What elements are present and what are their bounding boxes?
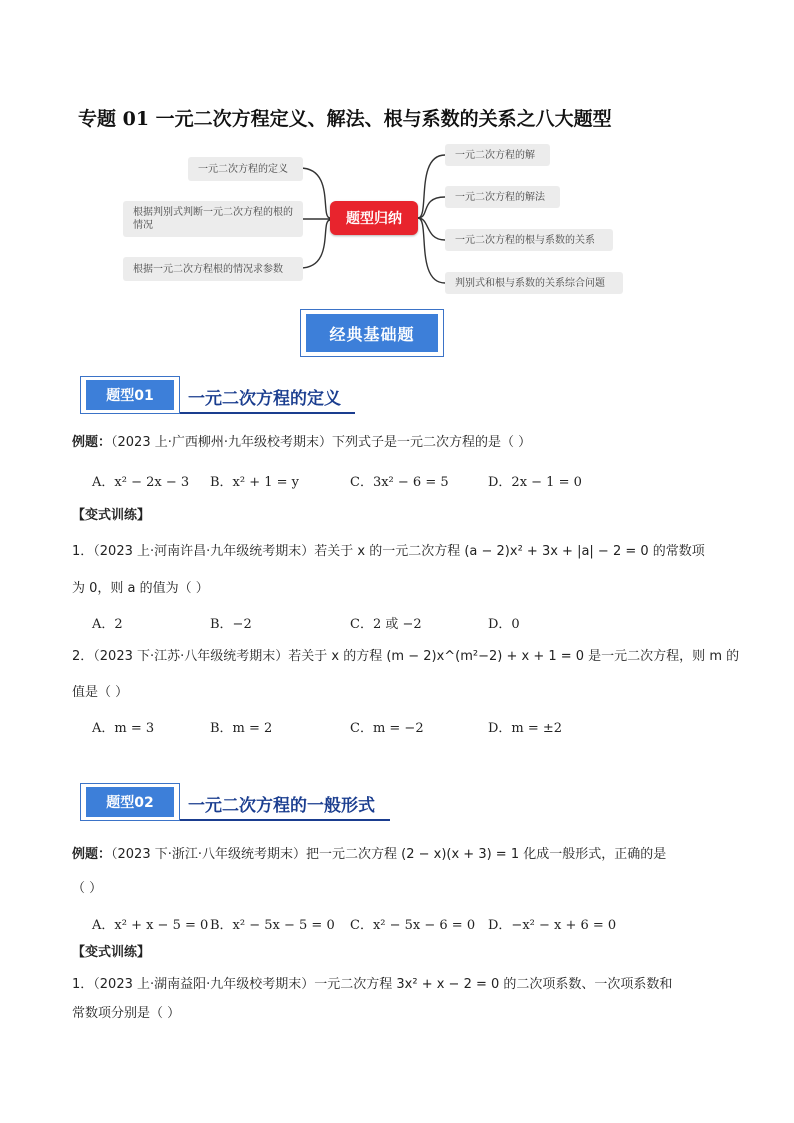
section-title-2: 一元二次方程的一般形式 — [188, 796, 375, 816]
practice-1-q1-line1: 1．（2023 上·河南许昌·九年级统考期末）若关于 x 的一元二次方程 (a − 2)x² + 3x + |a| − 2 = 0 的常数项 — [72, 544, 705, 559]
connector-right-4 — [418, 218, 445, 283]
example-2-option-b: B．x² − 5x − 5 = 0 — [210, 918, 335, 933]
mindmap-node-right-1: 一元二次方程的解 — [445, 144, 550, 166]
practice-label-1: 【变式训练】 — [72, 508, 151, 523]
practice-1-q1-line2: 为 0，则 a 的值为（ ） — [72, 581, 209, 596]
connector-left-3 — [300, 220, 330, 268]
mindmap-node-left-1: 一元二次方程的定义 — [188, 157, 303, 181]
example-1 — [72, 434, 531, 452]
mindmap-node-left-3: 根据一元二次方程根的情况求参数 — [123, 257, 303, 281]
banner-basic-questions: 经典基础题 — [306, 314, 438, 352]
practice-2-q1-line1: 1．（2023 上·湖南益阳·九年级校考期末）一元二次方程 3x² + x − 2 = 0 的二次项系数、一次项系数和 — [72, 977, 673, 992]
example-2-blank: （ ） — [72, 881, 103, 896]
page-title: 专题 01 一元二次方程定义、解法、根与系数的关系之八大题型 — [78, 108, 612, 130]
example-2-option-d: D．−x² − x + 6 = 0 — [488, 918, 617, 933]
example-1-option-c: C．3x² − 6 = 5 — [350, 475, 449, 490]
connector-right-1 — [418, 155, 445, 218]
practice-1-q2-option-a: A．m = 3 — [92, 721, 155, 736]
practice-1-q2-option-d: D．m = ±2 — [488, 721, 563, 736]
example-2-option-c: C．x² − 5x − 6 = 0 — [350, 918, 476, 933]
practice-1-q1-option-d: D．0 — [488, 617, 520, 632]
example-2 — [72, 846, 666, 864]
example-text: （2023 下·浙江·八年级统考期末）把一元二次方程 (2 − x)(x + 3) = 1 化成一般形式，正确的是 — [111, 847, 667, 862]
practice-1-q2-line2: 值是（ ） — [72, 685, 129, 700]
practice-1-q1-option-c: C．2 或 −2 — [350, 617, 422, 632]
section-title-1: 一元二次方程的定义 — [188, 389, 341, 409]
section-tag-2: 题型02 — [86, 787, 174, 817]
example-2-option-a: A．x² + x − 5 = 0 — [92, 918, 209, 933]
section-underline-2 — [180, 819, 390, 821]
mindmap-node-right-3: 一元二次方程的根与系数的关系 — [445, 229, 613, 251]
practice-2-q1-line2: 常数项分别是（ ） — [72, 1006, 181, 1021]
mindmap-connectors — [0, 0, 794, 300]
example-text: （2023 上·广西柳州·九年级校考期末）下列式子是一元二次方程的是（ ） — [111, 435, 532, 450]
practice-1-q2-option-c: C．m = −2 — [350, 721, 424, 736]
example-1-option-a: A．x² − 2x − 3 — [92, 475, 190, 490]
practice-1-q2-line1: 2．（2023 下·江苏·八年级统考期末）若关于 x 的方程 (m − 2)x^(m²−2) + x + 1 = 0 是一元二次方程，则 m 的 — [72, 649, 740, 664]
mindmap-center: 题型归纳 — [330, 201, 418, 235]
section-underline-1 — [180, 412, 355, 414]
mindmap-node-right-4: 判别式和根与系数的关系综合问题 — [445, 272, 623, 294]
example-label: 例题： — [72, 847, 112, 862]
section-tag-1: 题型01 — [86, 380, 174, 410]
example-label: 例题： — [72, 435, 112, 450]
connector-left-1 — [300, 168, 330, 218]
practice-1-q1-option-b: B．−2 — [210, 617, 252, 632]
mindmap-node-right-2: 一元二次方程的解法 — [445, 186, 560, 208]
example-1-option-d: D．2x − 1 = 0 — [488, 475, 582, 490]
mindmap-node-left-2: 根据判别式判断一元二次方程的根的情况 — [123, 201, 303, 237]
example-1-option-b: B．x² + 1 = y — [210, 475, 300, 490]
practice-1-q2-option-b: B．m = 2 — [210, 721, 273, 736]
practice-label-2: 【变式训练】 — [72, 945, 151, 960]
practice-1-q1-option-a: A．2 — [92, 617, 123, 632]
